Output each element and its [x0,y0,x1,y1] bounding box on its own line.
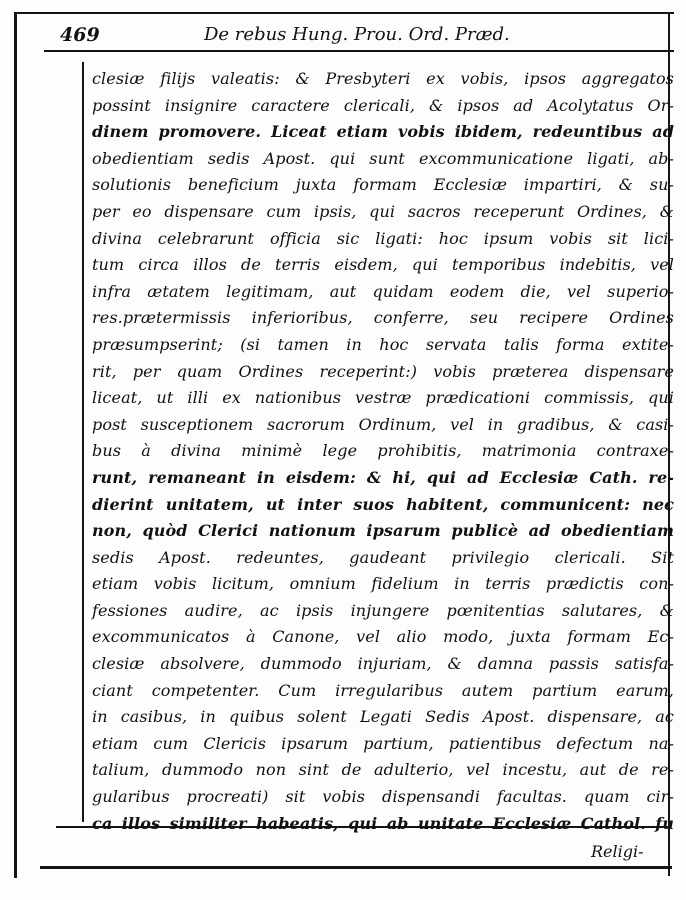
text-line: dinem promovere. Liceat etiam vobis ibidem, redeuntibus ad [92,122,674,142]
text-line: etiam vobis licitum, omnium fidelium in terris prædictis con- [92,574,674,594]
body-text [92,66,674,837]
text-line: solutionis beneficium juxta formam Ecclesiæ impartiri, & su- [92,175,674,195]
text-line: res.prætermissis inferioribus, conferre, seu recipere Ordines [92,308,674,328]
text-line: talium, dummodo non sint de adulterio, vel incestu, aut de re- [92,760,674,780]
running-title: De rebus Hung. Prou. Ord. Præd. [204,24,510,45]
text-line: per eo dispensare cum ipsis, qui sacros receperunt Ordines, & [92,201,674,221]
text-line: fessiones audire, ac ipsis injungere pœnitentias salutares, & [92,600,674,620]
text-line: rit, per quam Ordines receperint:) vobis præterea dispensare [92,361,674,381]
text-line: post susceptionem sacrorum Ordinum, vel in gradibus, & casi- [92,414,674,434]
left-frame-rule [14,12,17,878]
text-line: ciant competenter. Cum irregularibus autem partium earum, [92,680,674,700]
text-line: runt, remaneant in eisdem: & hi, qui ad Ecclesiæ Cath. re- [92,467,674,487]
text-line: infra ætatem legitimam, aut quidam eodem die, vel superio- [92,281,674,301]
text-line: liceat, ut illi ex nationibus vestræ prædicationi commissis, qui [92,388,674,408]
page-number: 469 [60,24,100,46]
text-line: possint insignire caractere clericali, & ipsos ad Acolytatus Or- [92,95,674,115]
bottom-frame-rule [40,866,672,869]
text-line: dierint unitatem, ut inter suos habitent, communicent: nec [92,494,674,514]
text-line: divina celebrarunt officia sic ligati: hoc ipsum vobis sit lici- [92,228,674,248]
text-line: sedis Apost. redeuntes, gaudeant privilegio clericali. Sit [92,547,674,567]
text-line: clesiæ filijs valeatis: & Presbyteri ex vobis, ipsos aggregatos [92,69,674,88]
text-line: gularibus procreati) sit vobis dispensandi facultas. quam cir- [92,787,674,807]
text-line: excommunicatos à Canone, vel alio modo, juxta formam Ec- [92,627,674,647]
text-line: bus à divina minimè lege prohibitis, matrimonia contraxe- [92,441,674,461]
text-line: clesiæ absolvere, dummodo injuriam, & damna passis satisfa- [92,654,674,674]
text-line: præsumpserint; (si tamen in hoc servata talis forma extite- [92,334,674,354]
text-line: in casibus, in quibus solent Legati Sedis Apost. dispensare, ac [92,707,674,727]
top-frame-rule [14,12,674,14]
text-line: non, quòd Clerici nationum ipsarum publicè ad obedientiam [92,521,674,541]
text-line: tum circa illos de terris eisdem, qui temporibus indebitis, vel [92,255,674,275]
margin-rule [82,62,84,822]
text-line: etiam cum Clericis ipsarum partium, patientibus defectum na- [92,733,674,753]
header-rule [44,50,674,52]
catchword: Religi- [591,842,644,861]
text-line: obedientiam sedis Apost. qui sunt excommunicatione ligati, ab- [92,148,674,168]
text-line: ca illos similiter habeatis, qui ab unitate Ecclesiæ Cathol. fu [92,813,674,833]
